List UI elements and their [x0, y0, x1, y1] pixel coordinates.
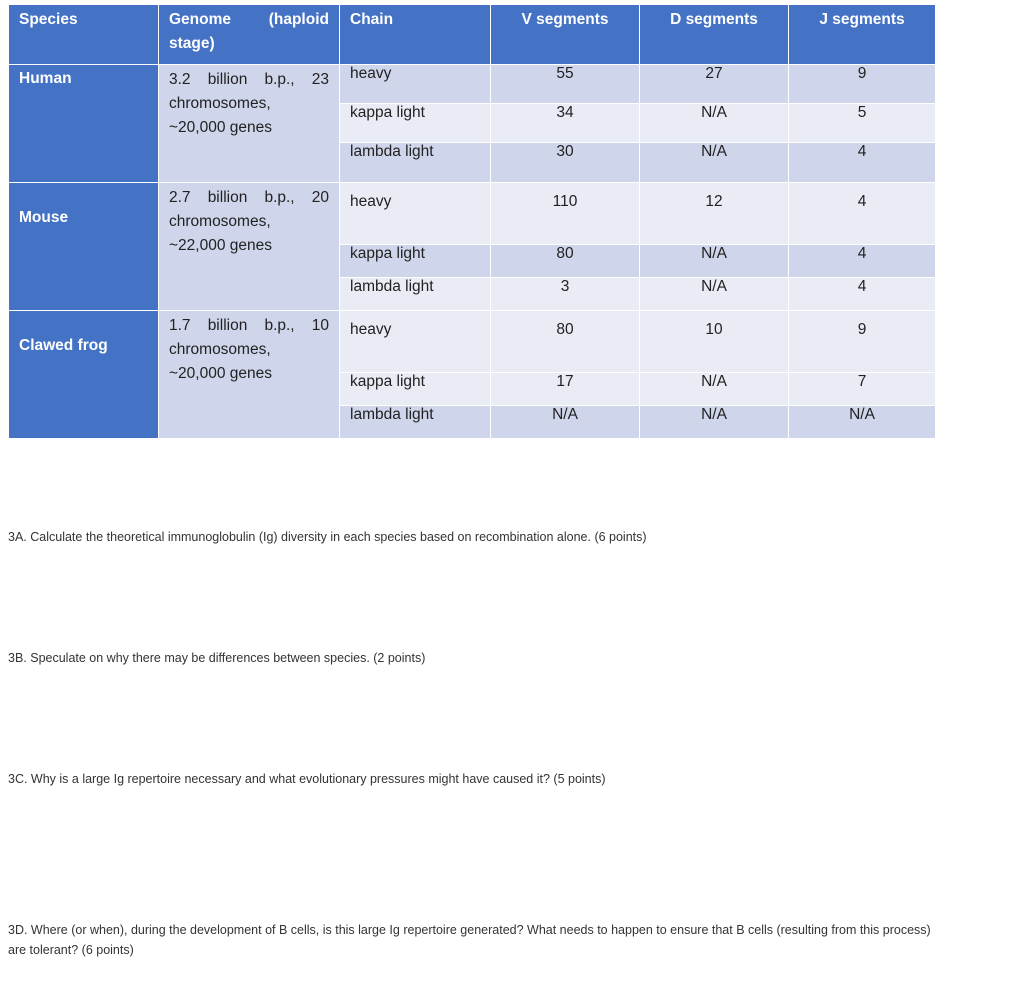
d-cell: 27: [640, 65, 789, 104]
chain-cell: kappa light: [340, 373, 491, 406]
d-cell: N/A: [640, 406, 789, 439]
j-cell: 9: [789, 65, 936, 104]
v-cell: 34: [491, 104, 640, 143]
chain-cell: heavy: [340, 311, 491, 373]
header-d-segments: D segments: [640, 5, 789, 65]
genome-cell: 2.7 billion b.p., 20 chromosomes, ~22,000 genes: [159, 183, 340, 311]
j-cell: 4: [789, 278, 936, 311]
v-cell: N/A: [491, 406, 640, 439]
chain-cell: lambda light: [340, 406, 491, 439]
chain-cell: heavy: [340, 183, 491, 245]
genome-cell: 3.2 billion b.p., 23 chromosomes, ~20,000 genes: [159, 65, 340, 183]
question-3d: 3D. Where (or when), during the development of B cells, is this large Ig repertoire generated? What needs to happen to ensure that B cells (resulting from this process) are tolerant? (6 points): [8, 923, 931, 957]
chain-cell: lambda light: [340, 278, 491, 311]
v-cell: 80: [491, 311, 640, 373]
species-cell: Clawed frog: [9, 311, 159, 439]
v-cell: 55: [491, 65, 640, 104]
d-cell: 12: [640, 183, 789, 245]
d-cell: N/A: [640, 278, 789, 311]
d-cell: 10: [640, 311, 789, 373]
species-cell: Mouse: [9, 183, 159, 311]
species-cell: Human: [9, 65, 159, 183]
d-cell: N/A: [640, 104, 789, 143]
j-cell: 4: [789, 245, 936, 278]
table-row: [9, 183, 936, 245]
header-species: Species: [9, 5, 159, 65]
v-cell: 17: [491, 373, 640, 406]
question-3a: 3A. Calculate the theoretical immunoglobulin (Ig) diversity in each species based on recombination alone. (6 points): [8, 530, 647, 544]
header-genome: Genome (haploid stage): [159, 5, 340, 65]
genome-cell: 1.7 billion b.p., 10 chromosomes, ~20,000 genes: [159, 311, 340, 439]
table-row: [9, 65, 936, 104]
v-cell: 110: [491, 183, 640, 245]
chain-cell: kappa light: [340, 245, 491, 278]
d-cell: N/A: [640, 245, 789, 278]
j-cell: 9: [789, 311, 936, 373]
question-3c: 3C. Why is a large Ig repertoire necessary and what evolutionary pressures might have caused it? (5 points): [8, 772, 606, 786]
v-cell: 30: [491, 143, 640, 183]
table-row: [9, 311, 936, 373]
chain-cell: heavy: [340, 65, 491, 104]
chain-cell: kappa light: [340, 104, 491, 143]
j-cell: 7: [789, 373, 936, 406]
j-cell: 5: [789, 104, 936, 143]
header-j-segments: J segments: [789, 5, 936, 65]
j-cell: 4: [789, 183, 936, 245]
v-cell: 80: [491, 245, 640, 278]
d-cell: N/A: [640, 373, 789, 406]
j-cell: N/A: [789, 406, 936, 439]
j-cell: 4: [789, 143, 936, 183]
d-cell: N/A: [640, 143, 789, 183]
question-3b: 3B. Speculate on why there may be differences between species. (2 points): [8, 651, 426, 665]
v-cell: 3: [491, 278, 640, 311]
header-v-segments: V segments: [491, 5, 640, 65]
ig-segments-table: [8, 4, 936, 439]
chain-cell: lambda light: [340, 143, 491, 183]
header-chain: Chain: [340, 5, 491, 65]
